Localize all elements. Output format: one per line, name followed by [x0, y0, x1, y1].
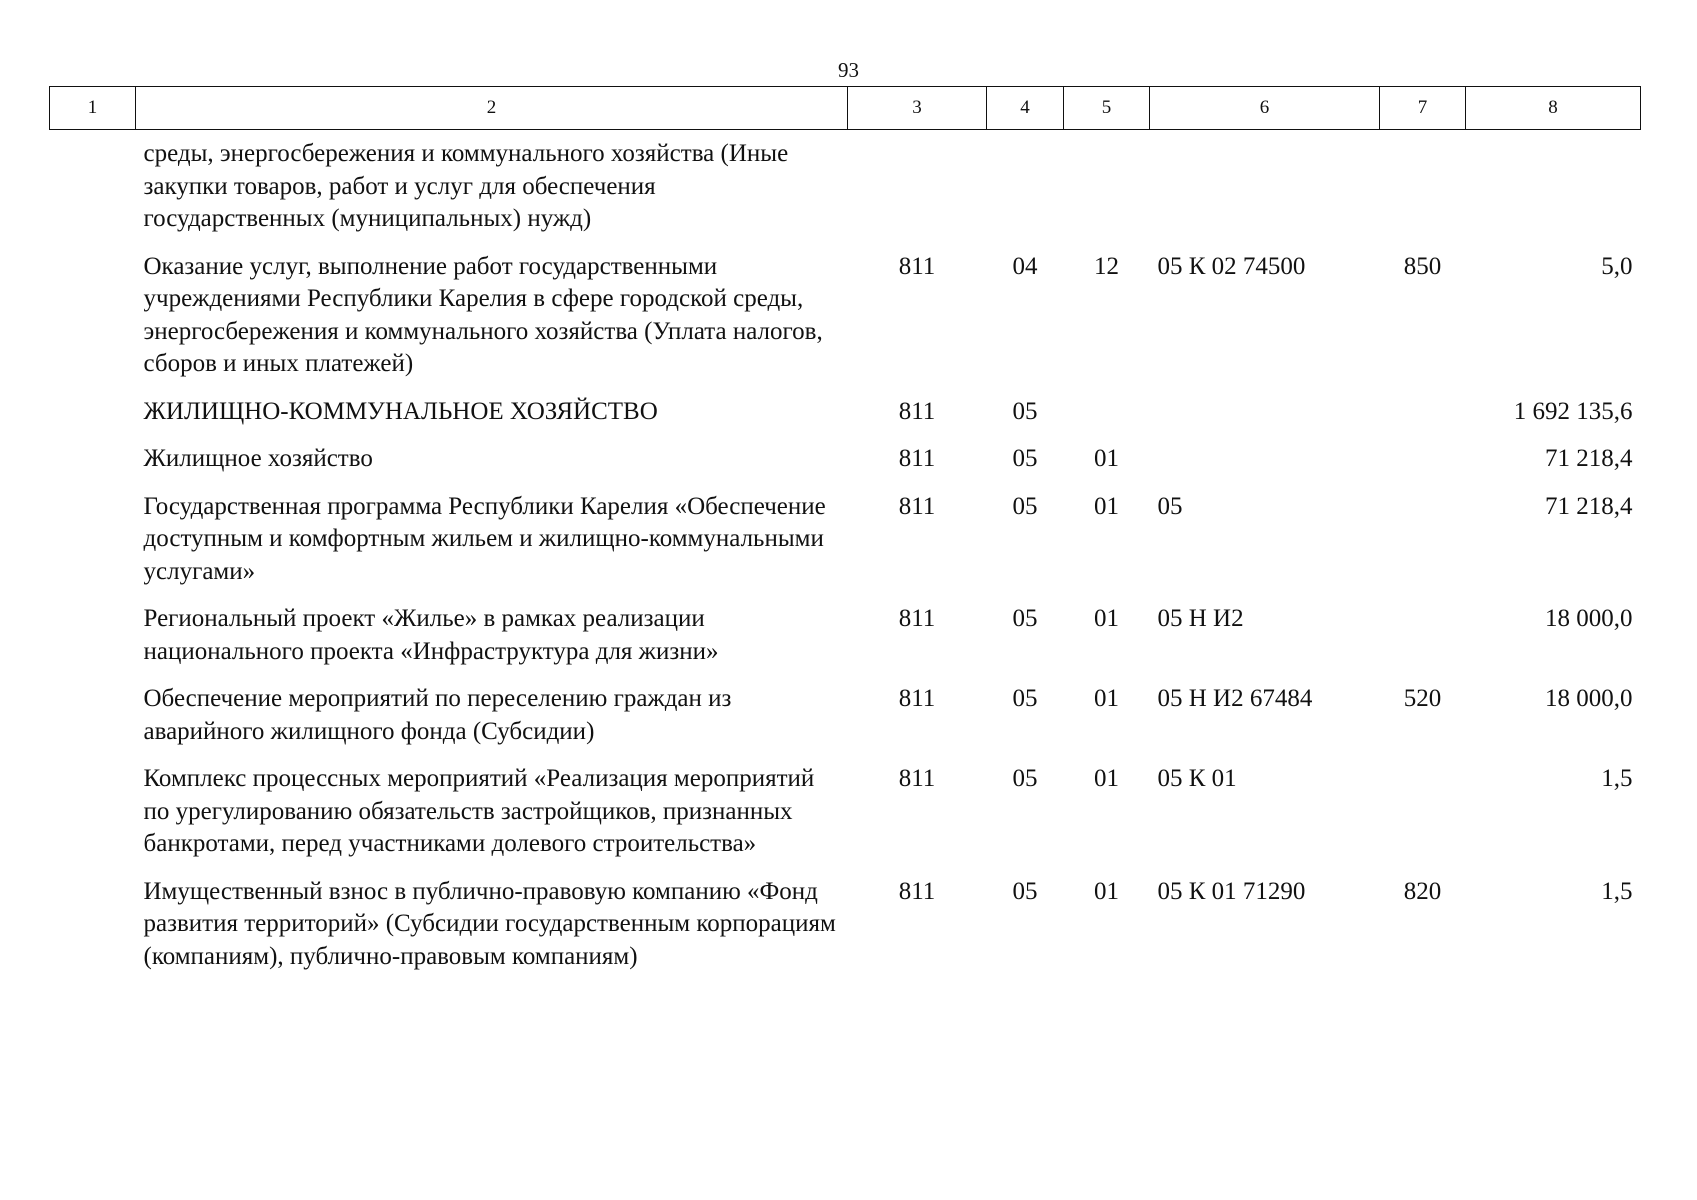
- cell-admin: 811: [898, 685, 936, 712]
- cell-expense-type: 850: [1403, 252, 1442, 280]
- cell-section: [987, 130, 1064, 249]
- cell-num: [50, 874, 136, 987]
- column-header: 3: [848, 87, 987, 130]
- cell-name: Обеспечение мероприятий по переселению граждан из аварийного жилищного фонда (Субсидии): [143, 685, 732, 745]
- table-row: [50, 681, 1641, 761]
- column-header: 4: [987, 87, 1064, 130]
- cell-section: 05: [1012, 445, 1038, 472]
- cell-name: Комплекс процессных мероприятий «Реализация мероприятий по урегулированию обязательств застройщиков, признанных банкротами, перед участниками долевого строительства»: [143, 765, 815, 857]
- cell-expense-type: 520: [1403, 685, 1442, 712]
- cell-amount: 18 000,0: [1545, 685, 1633, 712]
- header-row: [50, 87, 1641, 130]
- cell-target-article: 05 Н И2 67484: [1157, 685, 1313, 712]
- cell-target-article: 05 Н И2: [1157, 605, 1244, 632]
- budget-table: [49, 86, 1641, 986]
- cell-section: 04: [1012, 252, 1038, 280]
- cell-name: Государственная программа Республики Карелия «Обеспечение доступным и комфортным жильем и жилищно-коммунальными услугами»: [143, 492, 826, 585]
- column-header: 1: [50, 87, 136, 130]
- table-row: [50, 441, 1641, 489]
- cell-num: [50, 249, 136, 394]
- cell-target-article: 05 К 02 74500: [1157, 252, 1306, 280]
- cell-num: [50, 130, 136, 249]
- cell-admin: 811: [898, 252, 936, 280]
- cell-num: [50, 601, 136, 681]
- table-body: [50, 130, 1641, 987]
- cell-target-article: [1150, 441, 1380, 489]
- cell-amount: 18 000,0: [1545, 605, 1633, 632]
- cell-amount: 5,0: [1601, 252, 1633, 280]
- table-header: [50, 87, 1641, 130]
- cell-name: Жилищное хозяйство: [143, 445, 373, 472]
- table-row: [50, 394, 1641, 442]
- cell-num: [50, 441, 136, 489]
- cell-section: 05: [1012, 605, 1038, 632]
- cell-num: [50, 761, 136, 874]
- cell-subsection: 01: [1094, 765, 1119, 792]
- cell-amount: 71 218,4: [1545, 492, 1633, 520]
- cell-section: 05: [1012, 685, 1038, 712]
- column-header: 5: [1064, 87, 1150, 130]
- cell-name: Имущественный взнос в публично-правовую компанию «Фонд развития территорий» (Субсидии государственным корпорациям (компаниям), публично-правовым компаниям): [143, 877, 836, 970]
- cell-amount: 71 218,4: [1545, 445, 1633, 472]
- cell-subsection: 01: [1094, 877, 1119, 905]
- column-header: 2: [136, 87, 848, 130]
- cell-target-article: 05 К 01: [1157, 765, 1237, 792]
- cell-admin: 811: [898, 877, 936, 905]
- cell-section: 05: [1012, 492, 1038, 520]
- table-row: [50, 761, 1641, 874]
- cell-subsection: [1064, 394, 1150, 442]
- table-row: [50, 130, 1641, 249]
- cell-num: [50, 394, 136, 442]
- cell-amount: 1,5: [1601, 765, 1633, 792]
- cell-name: ЖИЛИЩНО-КОММУНАЛЬНОЕ ХОЗЯЙСТВО: [143, 397, 658, 425]
- cell-subsection: 01: [1094, 492, 1119, 520]
- cell-num: [50, 489, 136, 602]
- cell-expense-type: [1380, 441, 1466, 489]
- cell-subsection: [1064, 130, 1150, 249]
- cell-expense-type: [1380, 394, 1466, 442]
- column-header: 7: [1380, 87, 1466, 130]
- cell-expense-type: 820: [1403, 877, 1442, 905]
- cell-subsection: 01: [1094, 605, 1119, 632]
- table-row: [50, 601, 1641, 681]
- cell-target-article: [1150, 130, 1380, 249]
- table-row: [50, 489, 1641, 602]
- cell-amount: 1 692 135,6: [1513, 397, 1633, 425]
- cell-amount: 1,5: [1601, 877, 1633, 905]
- cell-admin: 811: [898, 492, 936, 520]
- cell-expense-type: [1380, 761, 1466, 874]
- cell-section: 05: [1012, 877, 1038, 905]
- cell-admin: [848, 130, 987, 249]
- cell-name: Оказание услуг, выполнение работ государственными учреждениями Республики Карелия в сфере городской среды, энергосбережения и коммунального хозяйства (Уплата налогов, сборов и иных платежей): [143, 252, 823, 377]
- cell-admin: 811: [898, 765, 936, 792]
- cell-expense-type: [1380, 601, 1466, 681]
- cell-target-article: 05 К 01 71290: [1157, 877, 1306, 905]
- cell-admin: 811: [898, 397, 936, 425]
- cell-section: 05: [1012, 765, 1038, 792]
- cell-subsection: 12: [1094, 252, 1119, 280]
- cell-target-article: [1150, 394, 1380, 442]
- column-header: 8: [1466, 87, 1641, 130]
- cell-expense-type: [1380, 489, 1466, 602]
- cell-subsection: 01: [1094, 445, 1119, 472]
- cell-num: [50, 681, 136, 761]
- cell-admin: 811: [898, 445, 936, 472]
- table-row: [50, 874, 1641, 987]
- cell-section: 05: [1012, 397, 1038, 425]
- cell-subsection: 01: [1094, 685, 1119, 712]
- column-header: 6: [1150, 87, 1380, 130]
- cell-admin: 811: [898, 605, 936, 632]
- cell-amount: [1466, 130, 1641, 249]
- table-row: [50, 249, 1641, 394]
- cell-name: Региональный проект «Жилье» в рамках реализации национального проекта «Инфраструктура для жизни»: [143, 605, 719, 665]
- cell-name: среды, энергосбережения и коммунального хозяйства (Иные закупки товаров, работ и услуг для обеспечения государственных (муниципальных) нужд): [143, 140, 789, 232]
- cell-target-article: 05: [1157, 492, 1183, 520]
- page-number: 93: [838, 58, 859, 82]
- cell-expense-type: [1380, 130, 1466, 249]
